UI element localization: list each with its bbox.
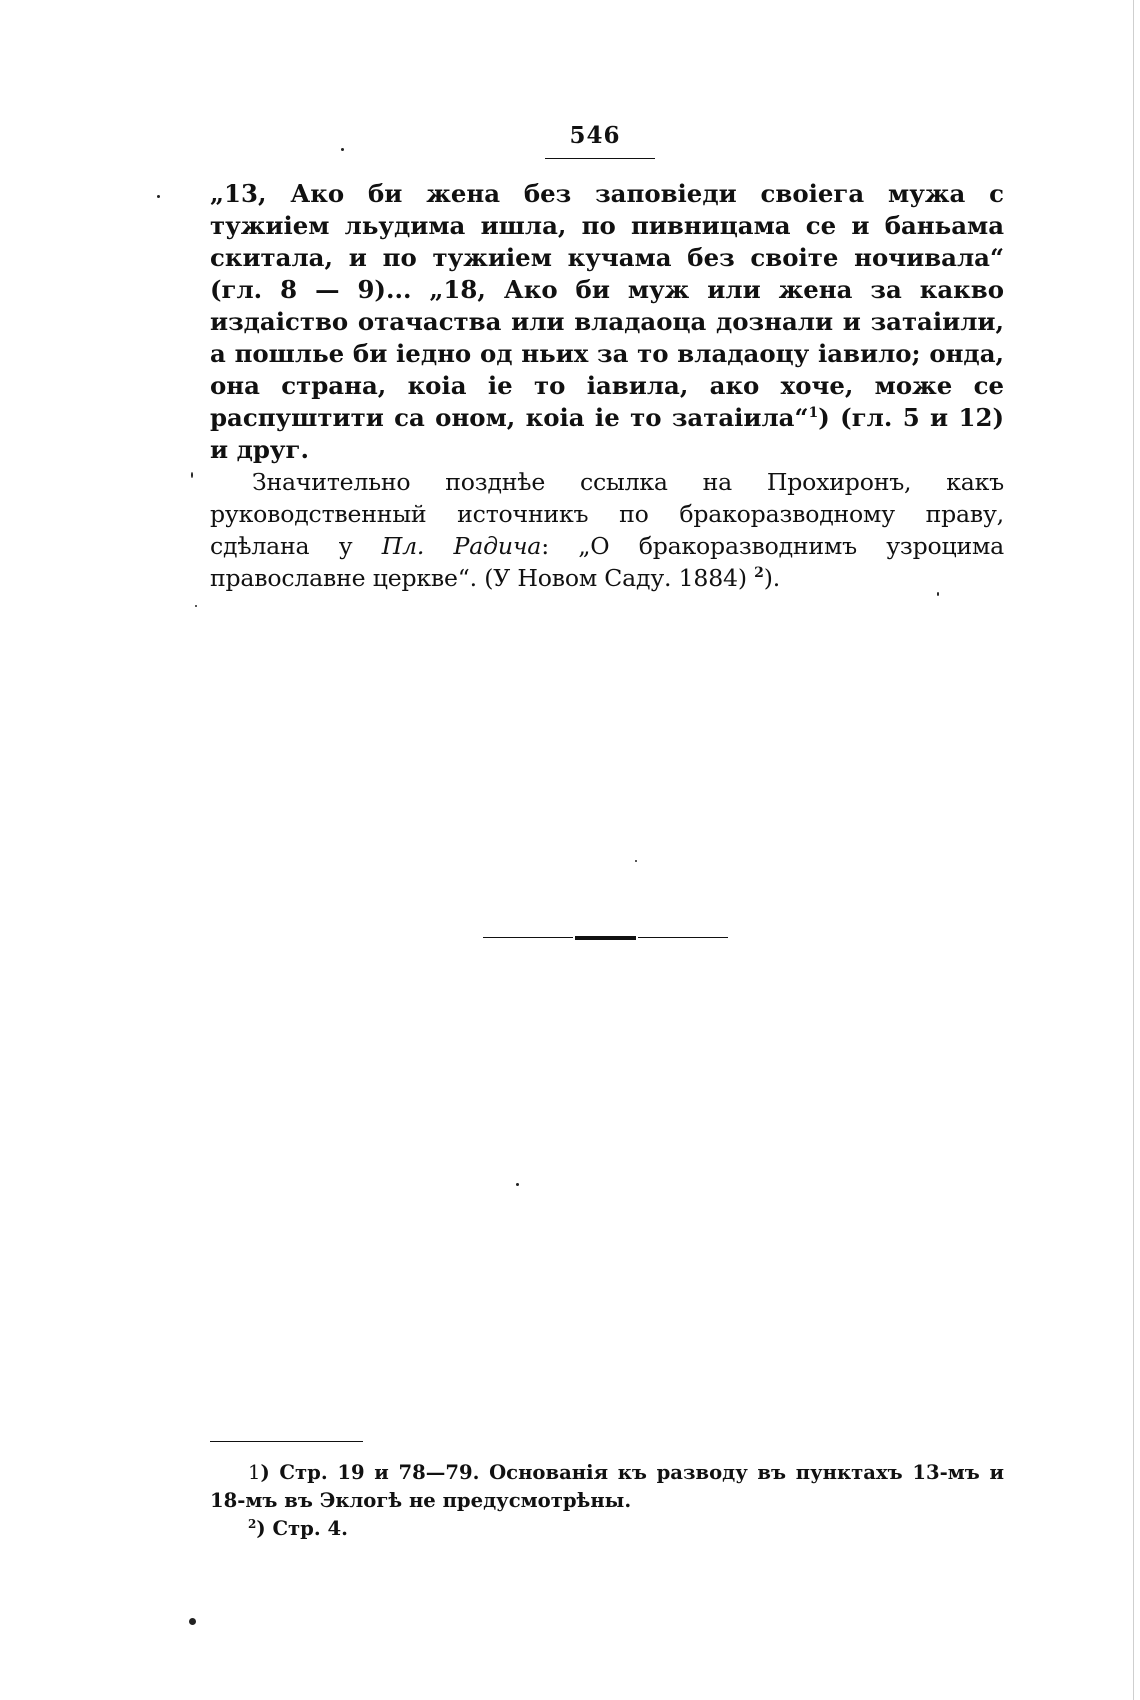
quote-text-end: ) (гл. 5 и 12) и друг.	[210, 403, 1004, 464]
section-end-ornament	[483, 935, 728, 941]
footnote-1	[210, 1459, 1004, 1515]
footnote-2-mark: 2	[248, 1517, 257, 1531]
commentary-text: Значительно позднѣе ссылка на Прохиронъ, какъ руководственный источникъ по бракоразводному праву, сдѣлана у	[210, 468, 1004, 560]
footnote-ref-1: 1	[808, 405, 819, 421]
paragraph-quote	[210, 178, 1004, 466]
scan-edge-line	[1133, 0, 1134, 1700]
footnote-rule	[210, 1441, 363, 1442]
scan-speck	[516, 1183, 519, 1186]
author-name: Пл. Радича	[381, 532, 542, 560]
body-text	[210, 178, 1004, 594]
quote-text: „13, Ако би жена без заповіеди своіега мужа с тужиіем льудима ишла, по пивницама се и баньама скитала, и по тужиіем кучама без своіте ночивала“ (гл. 8 — 9)... „18, Ако би муж или жена за какво издаіство отачаства или владаоца дознали и затаіили, а пошлье би іедно од ньих за то владаоцу іавило; онда, она страна, коіа іе то іавила, ако хоче, може се распуштити са оном, коіа іе то затаіила“	[210, 179, 1004, 432]
footnotes	[210, 1459, 1004, 1543]
footnote-2	[210, 1515, 1004, 1543]
ornament-right-rule	[638, 937, 728, 938]
scan-speck	[341, 148, 344, 151]
ornament-left-rule	[483, 937, 573, 938]
commentary-text-end: ).	[763, 564, 781, 592]
scan-speck	[937, 592, 939, 596]
scan-speck	[189, 1618, 196, 1625]
footnote-1-mark: 1	[248, 1461, 261, 1484]
footnote-2-text: ) Стр. 4.	[256, 1517, 348, 1540]
scan-speck	[635, 860, 637, 862]
commentary-text-cont: : „О бракоразводнимъ узроцима православне церкве“. (У Новом Саду. 1884)	[210, 532, 1005, 592]
scan-speck	[195, 605, 197, 607]
page-number-rule	[545, 158, 655, 159]
ornament-center-bar	[575, 936, 636, 940]
footnote-1-text: ) Стр. 19 и 78—79. Основанія къ разводу въ пунктахъ 13-мъ и 18-мъ въ Эклогѣ не предусмотрѣны.	[210, 1461, 1004, 1512]
page-number: 546	[569, 122, 621, 149]
scan-speck	[157, 195, 160, 198]
footnote-ref-2: 2	[754, 565, 764, 581]
paragraph-commentary	[210, 466, 1004, 594]
scan-speck	[191, 472, 193, 478]
